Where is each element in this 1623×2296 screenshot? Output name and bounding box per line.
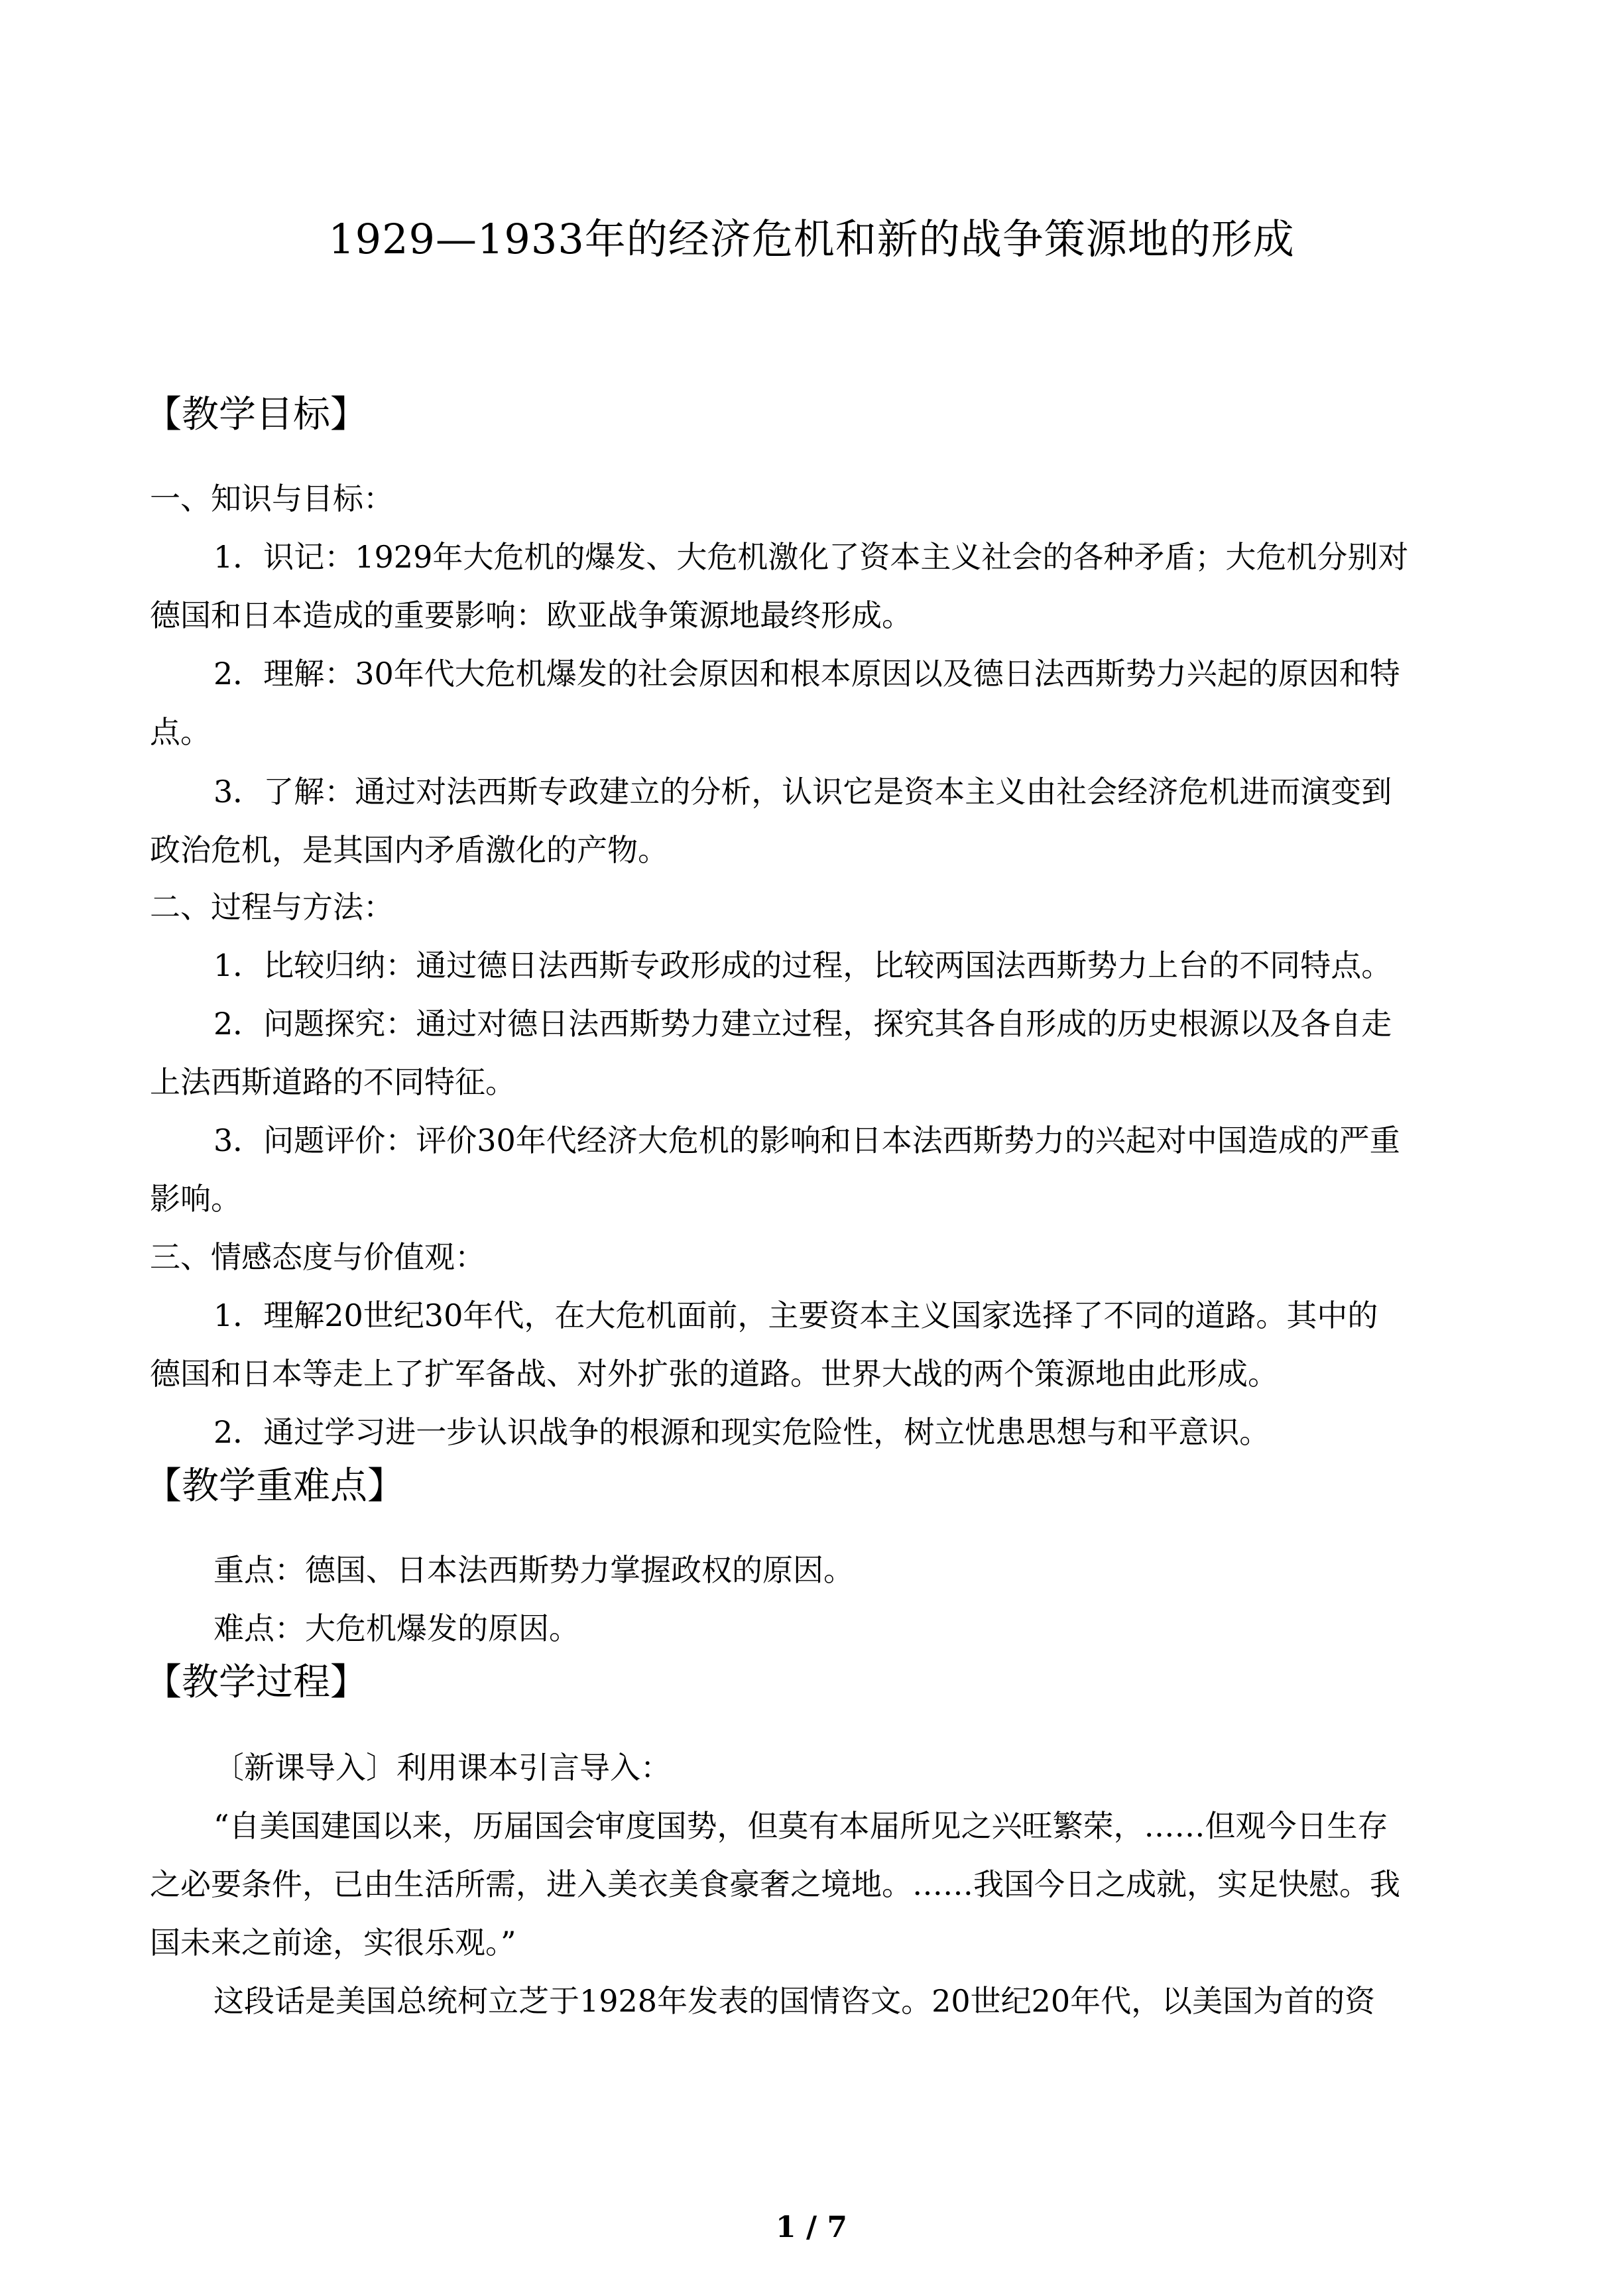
quote-line: “自美国建国以来，历届国会审度国势，但莫有本届所见之兴旺繁荣，……但观今日生存 <box>213 1808 1388 1844</box>
paragraph-line: 1．理解20世纪30年代，在大危机面前，主要资本主义国家选择了不同的道路。其中的 <box>213 1298 1378 1333</box>
paragraph-line: 2．问题探究：通过对德日法西斯势力建立过程，探究其各自形成的历史根源以及各自走 <box>213 1006 1392 1042</box>
paragraph-line: 1．识记：1929年大危机的爆发、大危机激化了资本主义社会的各种矛盾；大危机分别对 <box>213 539 1409 575</box>
section-heading-key-points: 【教学重难点】 <box>145 1465 404 1508</box>
paragraph-line: 德国和日本等走上了扩军备战、对外扩张的道路。世界大战的两个策源地由此形成。 <box>150 1356 1278 1392</box>
paragraph-line: 点。 <box>150 714 211 750</box>
paragraph-line: 上法西斯道路的不同特征。 <box>150 1064 516 1100</box>
paragraph-line: 政治危机，是其国内矛盾激化的产物。 <box>150 832 668 868</box>
section-heading-objectives: 【教学目标】 <box>145 393 367 436</box>
page-number: 1 / 7 <box>776 2210 847 2244</box>
subsection-label: 一、知识与目标： <box>150 481 394 516</box>
paragraph-line: 2．理解：30年代大危机爆发的社会原因和根本原因以及德日法西斯势力兴起的原因和特 <box>213 656 1400 692</box>
key-point-difficulty: 难点：大危机爆发的原因。 <box>213 1610 579 1646</box>
paragraph-line: 影响。 <box>150 1181 241 1217</box>
quote-line: 国未来之前途，实很乐观。” <box>150 1925 516 1961</box>
paragraph-line: 德国和日本造成的重要影响：欧亚战争策源地最终形成。 <box>150 597 912 633</box>
paragraph-line: 2．通过学习进一步认识战争的根源和现实危险性，树立忧患思想与和平意识。 <box>213 1414 1270 1450</box>
subsection-label: 二、过程与方法： <box>150 889 394 925</box>
paragraph-line: 1．比较归纳：通过德日法西斯专政形成的过程，比较两国法西斯势力上台的不同特点。 <box>213 947 1392 983</box>
paragraph-line: 3．了解：通过对法西斯专政建立的分析，认识它是资本主义由社会经济危机进而演变到 <box>213 774 1392 810</box>
key-point-focus: 重点：德国、日本法西斯势力掌握政权的原因。 <box>213 1552 854 1588</box>
subsection-label: 三、情感态度与价值观： <box>150 1239 485 1275</box>
paragraph-line: 3．问题评价：评价30年代经济大危机的影响和日本法西斯势力的兴起对中国造成的严重 <box>213 1122 1400 1158</box>
paragraph-line: 这段话是美国总统柯立芝于1928年发表的国情咨文。20世纪20年代，以美国为首的资 <box>213 1983 1376 2019</box>
quote-line: 之必要条件，已由生活所需，进入美衣美食豪奢之境地。……我国今日之成就，实足快慰。我 <box>150 1866 1400 1902</box>
section-heading-process: 【教学过程】 <box>145 1661 367 1704</box>
document-title: 1929—1933年的经济危机和新的战争策源地的形成 <box>328 215 1295 263</box>
intro-line: 〔新课导入〕利用课本引言导入： <box>213 1750 671 1785</box>
